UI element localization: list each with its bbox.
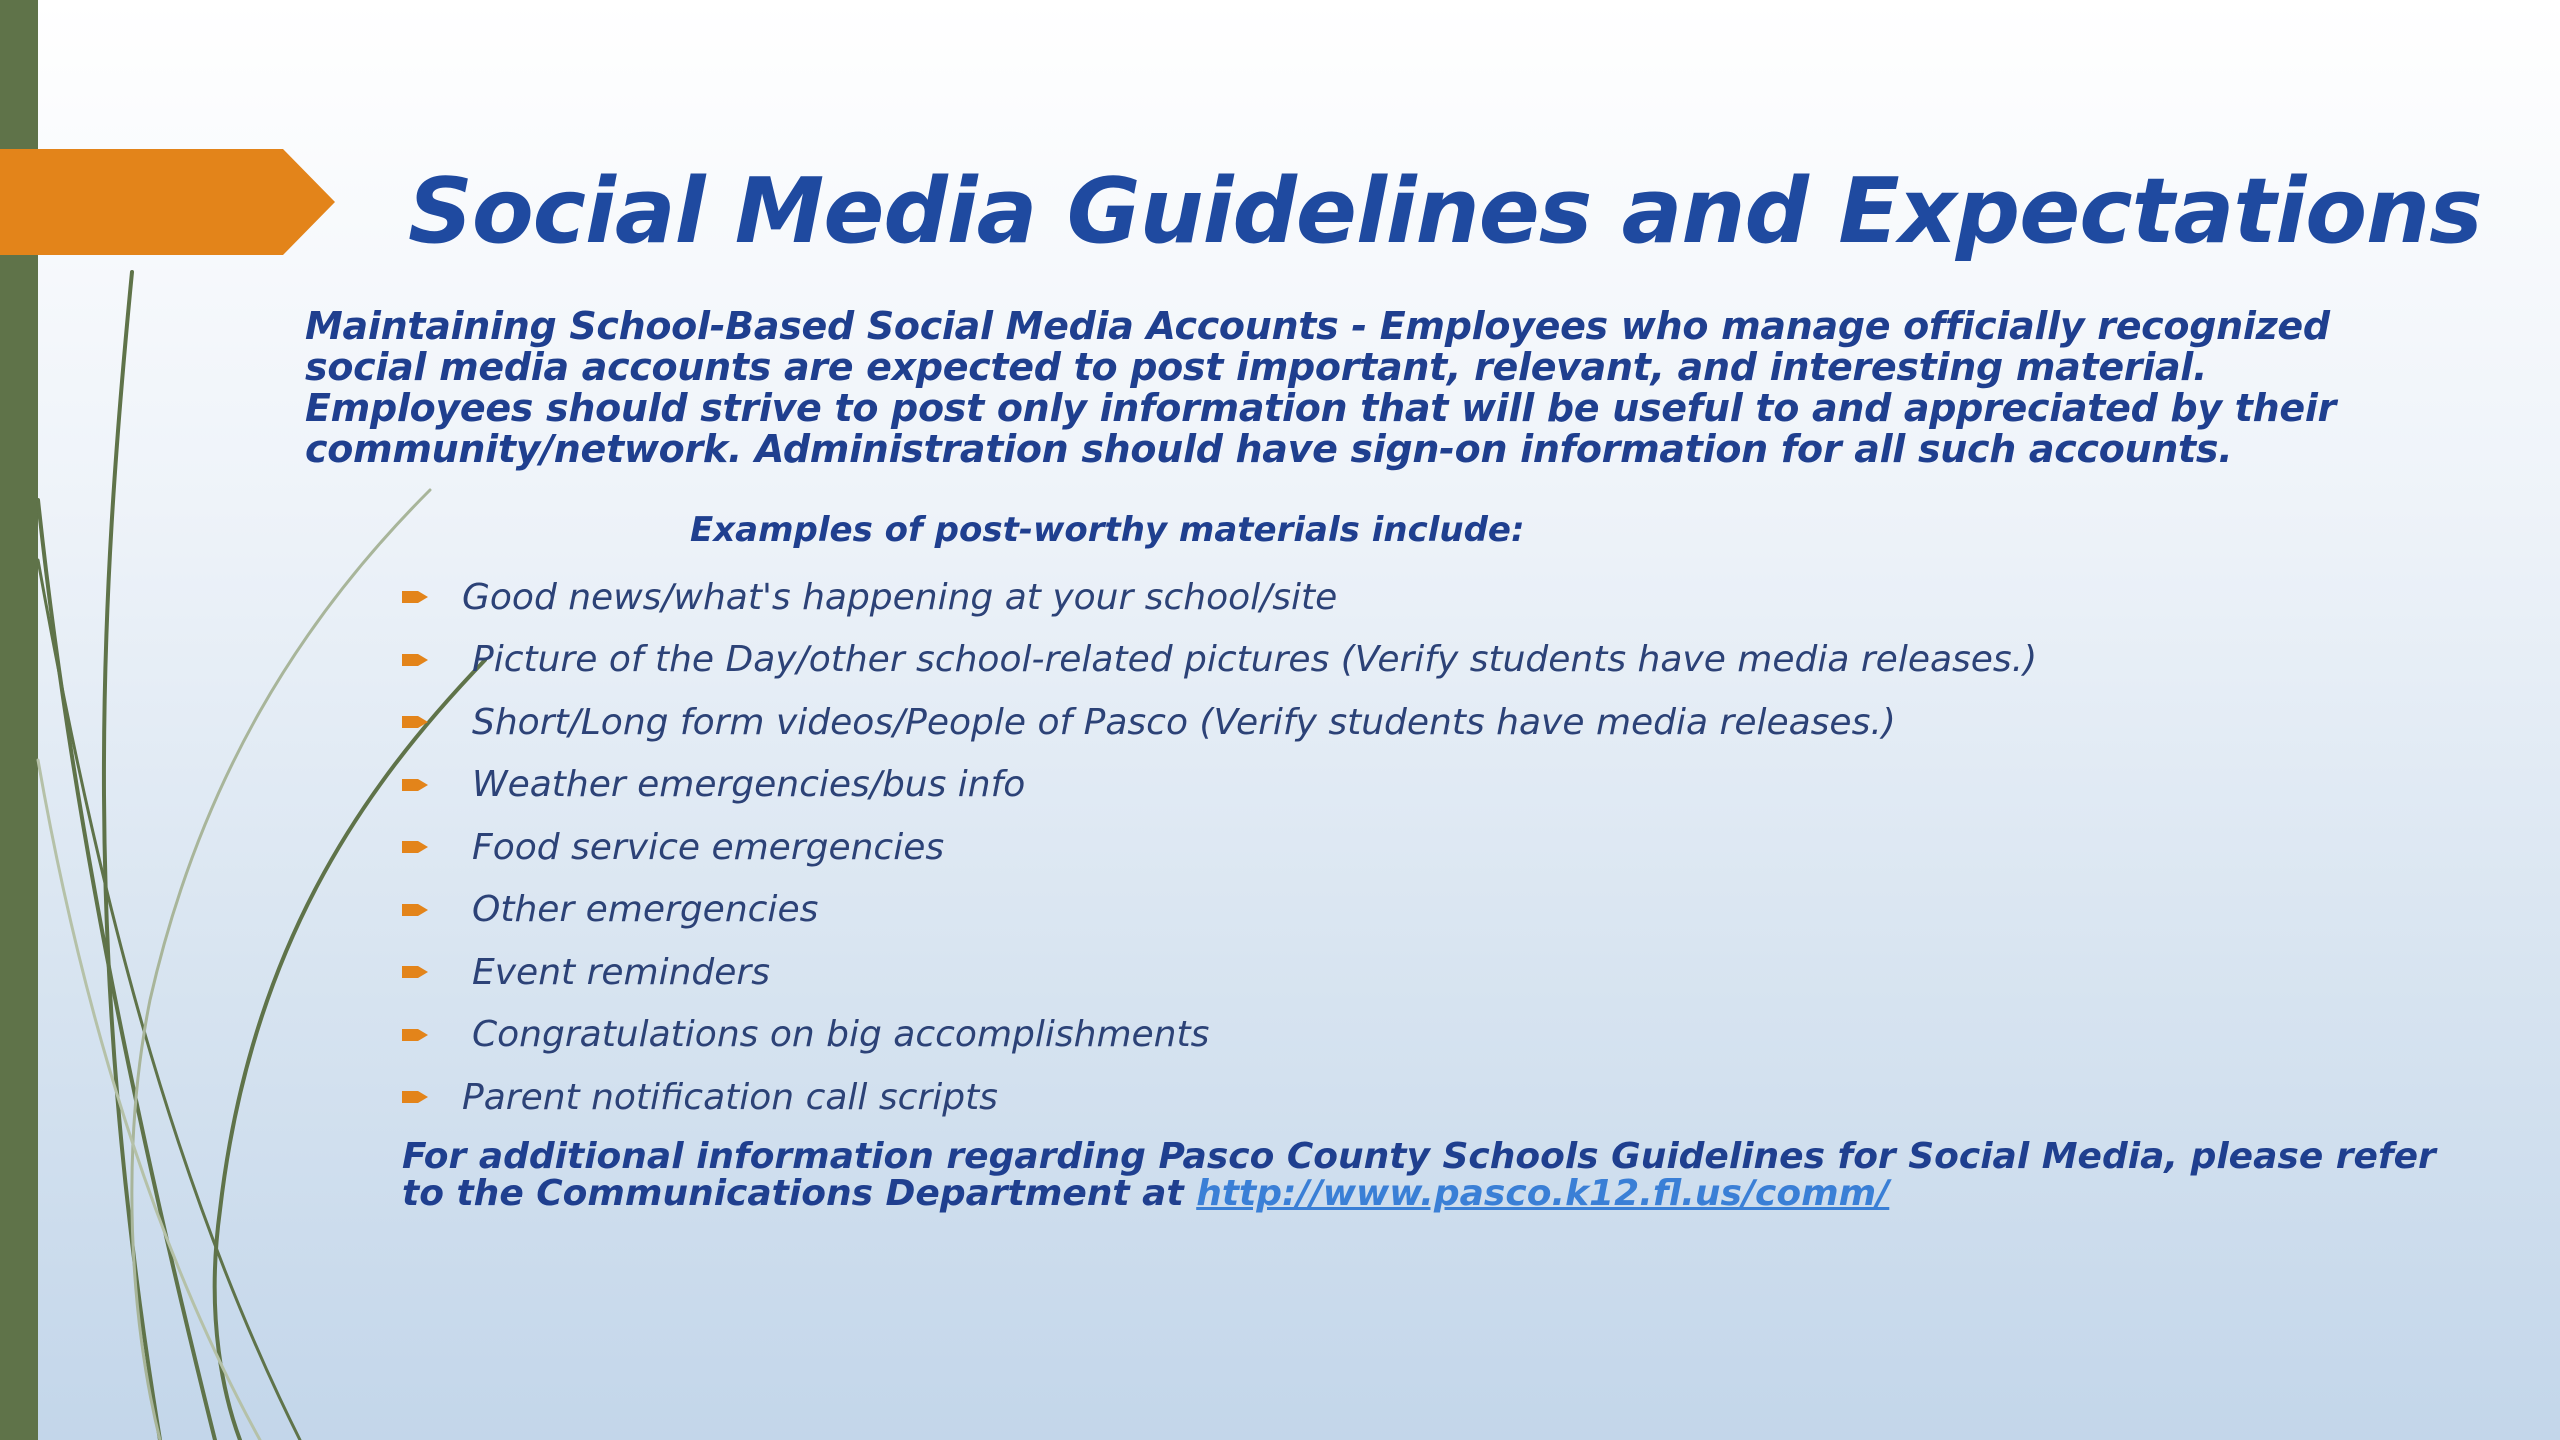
footer-note xyxy=(402,1138,2462,1212)
arrow-bullet-icon xyxy=(400,837,430,857)
arrow-bullet-icon xyxy=(400,900,430,920)
list-item xyxy=(400,691,2037,754)
examples-list xyxy=(400,566,2037,1129)
arrow-bullet-icon xyxy=(400,1025,430,1045)
list-item xyxy=(400,629,2037,692)
orange-arrow-shape xyxy=(0,149,335,255)
list-item xyxy=(400,754,2037,817)
list-item xyxy=(400,879,2037,942)
list-item-text: Good news/what's happening at your school/site xyxy=(462,576,1338,618)
list-item-text: Short/Long form videos/People of Pasco (Verify students have media releases.) xyxy=(472,701,1896,743)
list-item xyxy=(400,566,2037,629)
list-item xyxy=(400,1066,2037,1129)
list-item xyxy=(400,816,2037,879)
arrow-bullet-icon xyxy=(400,587,430,607)
list-item-text: Event reminders xyxy=(472,951,770,993)
communications-link[interactable]: http://www.pasco.k12.fl.us/comm/ xyxy=(1196,1173,1890,1214)
arrow-bullet-icon xyxy=(400,775,430,795)
arrow-bullet-icon xyxy=(400,1087,430,1107)
list-item xyxy=(400,941,2037,1004)
intro-paragraph: Maintaining School-Based Social Media Accounts - Employees who manage officially recognized social media accounts are expected to post important, relevant, and interesting material. Employees should strive to post only information that will be useful to and appreciated by their community/network. Administration should have sign-on information for all such accounts. xyxy=(305,304,2336,471)
list-item-text: Other emergencies xyxy=(472,889,819,931)
slide-title: Social Media Guidelines and Expectations xyxy=(408,159,2482,264)
arrow-bullet-icon xyxy=(400,650,430,670)
arrow-bullet-icon xyxy=(400,962,430,982)
list-item-text: Parent notification call scripts xyxy=(462,1076,998,1118)
examples-heading: Examples of post-worthy materials include: xyxy=(690,510,1525,550)
arrow-bullet-icon xyxy=(400,712,430,732)
list-item-text: Food service emergencies xyxy=(472,826,945,868)
list-item-text: Weather emergencies/bus info xyxy=(472,764,1026,806)
footer-text: For additional information regarding Pasco County Schools Guidelines for Social Media, please refer to the Communications Department at xyxy=(402,1136,2436,1214)
list-item xyxy=(400,1004,2037,1067)
list-item-text: Congratulations on big accomplishments xyxy=(472,1014,1210,1056)
list-item-text: Picture of the Day/other school-related pictures (Verify students have media releases.) xyxy=(472,639,2038,681)
